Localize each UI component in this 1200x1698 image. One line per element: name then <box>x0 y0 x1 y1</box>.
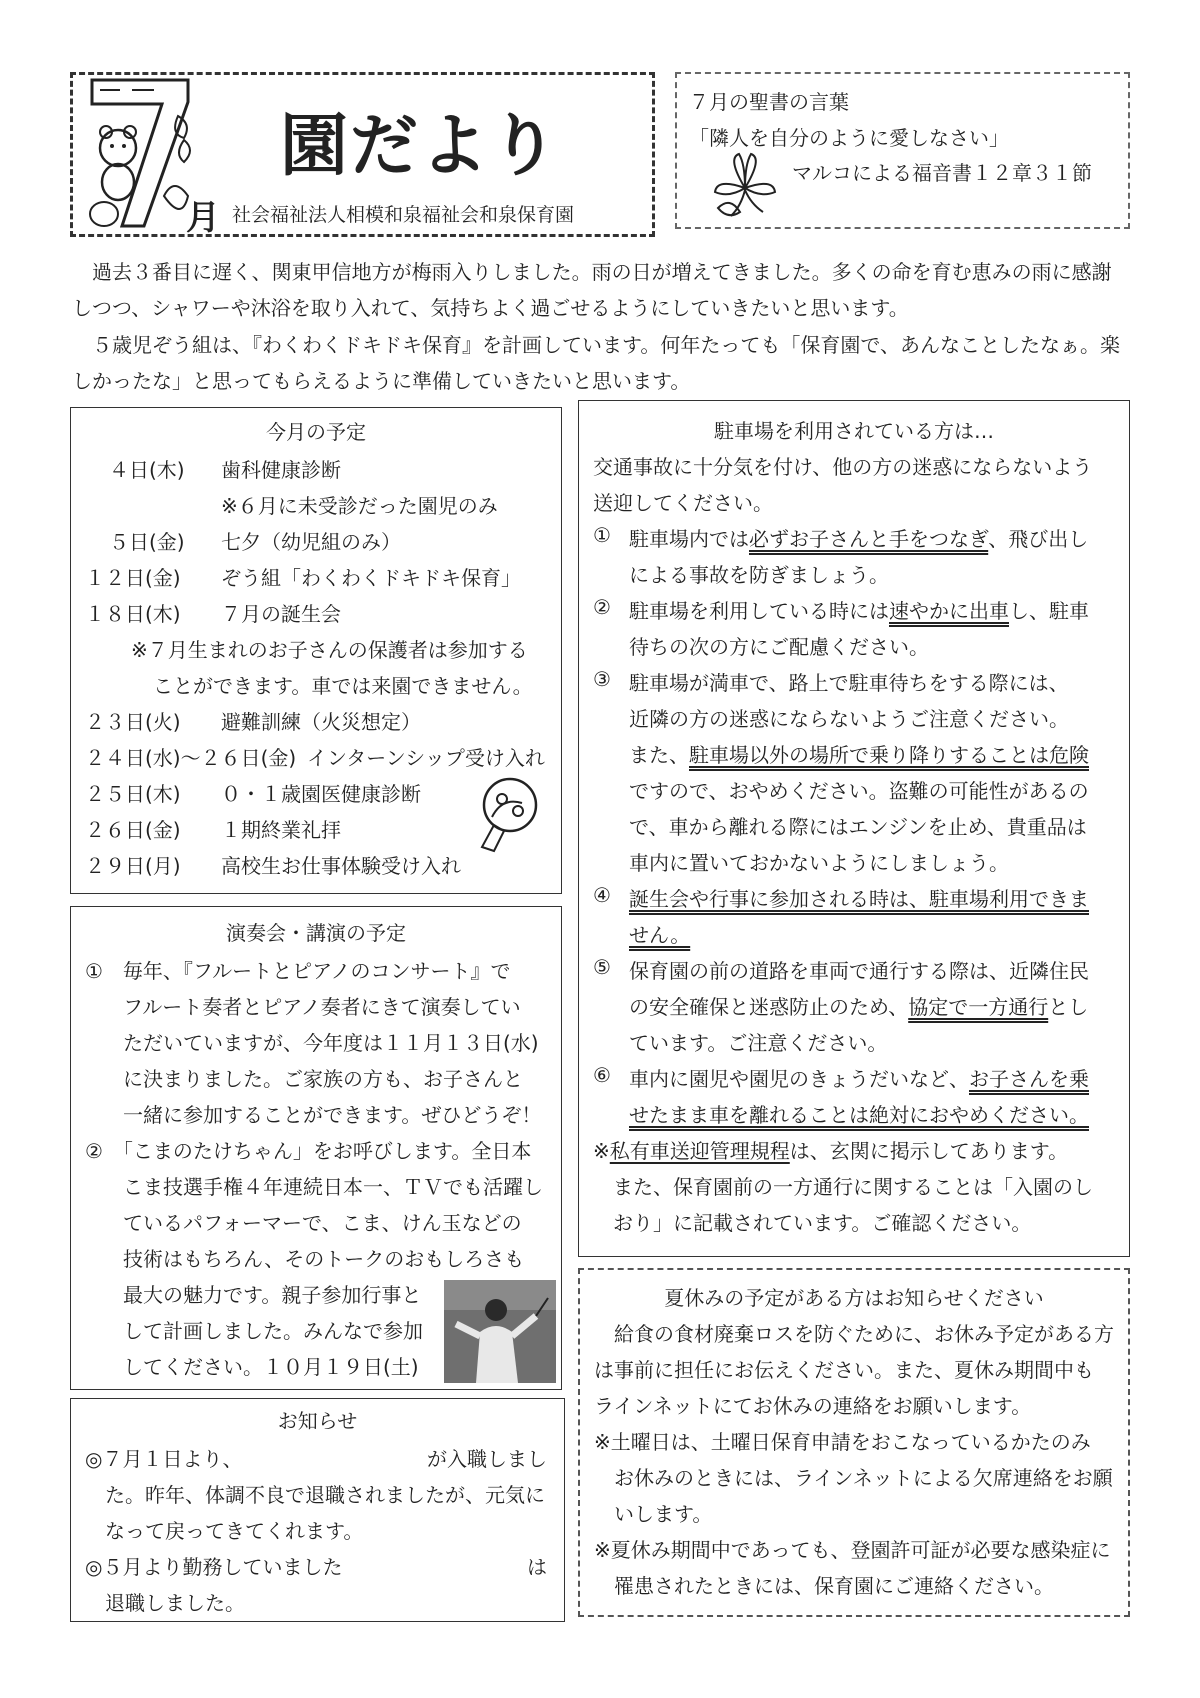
performer-silhouette-icon <box>444 1280 556 1383</box>
schedule-event: 七夕（幼児組のみ） <box>221 530 401 554</box>
parking-item-number: ④ <box>593 883 611 907</box>
parking-text: せん。 <box>629 923 691 947</box>
parking-text: せたまま車を離れることは絶対におやめください。 <box>629 1103 1089 1127</box>
parking-text: 車内に園児や園児のきょうだいなど、お子さんを乗 <box>629 1067 1089 1091</box>
parking-text: 待ちの次の方にご配慮ください。 <box>629 635 929 659</box>
performer-photo <box>444 1280 556 1383</box>
schedule-event: 歯科健康診断 <box>221 458 341 482</box>
verse-quote: 「隣人を自分のように愛しなさい」 <box>689 126 1009 150</box>
concert-line: に決まりました。ご家族の方も、お子さんと <box>123 1067 523 1091</box>
concert-line: ① 毎年、『フルートとピアノのコンサート』で <box>85 959 511 983</box>
schedule-date: １２日(金) <box>85 566 181 590</box>
notice-box <box>70 1398 565 1622</box>
schedule-event: １期終業礼拝 <box>221 818 341 842</box>
concert-title: 演奏会・講演の予定 <box>226 921 406 945</box>
schedule-date: ２６日(金) <box>85 818 181 842</box>
summer-vacation-box <box>578 1268 1130 1617</box>
notice-text: なって戻ってきてくれます。 <box>105 1519 364 1543</box>
summer-text: いします。 <box>614 1502 713 1526</box>
schedule-note: ※７月生まれのお子さんの保護者は参加する <box>131 638 528 662</box>
summer-text: 罹患されたときには、保育園にご連絡ください。 <box>614 1574 1054 1598</box>
notice-title: お知らせ <box>277 1409 358 1433</box>
parking-item-number: ⑤ <box>593 955 611 979</box>
schedule-date: ２５日(木) <box>85 782 181 806</box>
parking-text: 車内に置いておかないようにしましょう。 <box>629 851 1009 875</box>
uchiwa-fan-icon <box>472 775 542 855</box>
newsletter-title: 園だより <box>280 107 561 186</box>
concert-line: 最大の魅力です。親子参加行事と <box>123 1283 422 1307</box>
notice-text: が入職しまし <box>427 1447 547 1471</box>
schedule-date: １８日(木) <box>85 602 181 626</box>
schedule-date: ５日(金) <box>109 530 185 554</box>
schedule-date: ２３日(火) <box>85 710 181 734</box>
summer-text: ラインネットにてお休みの連絡をお願いします。 <box>594 1394 1032 1418</box>
summer-text: 給食の食材廃棄ロスを防ぐために、お休み予定がある方 <box>614 1322 1114 1346</box>
concert-line: フルート奏者とピアノ奏者にきて演奏してい <box>123 995 521 1019</box>
summer-text: ※夏休み期間中であっても、登園許可証が必要な感染症に <box>594 1538 1111 1562</box>
parking-text: また、駐車場以外の場所で乗り降りすることは危険 <box>629 743 1089 767</box>
parking-text: ています。ご注意ください。 <box>629 1031 888 1055</box>
notice-text: た。昨年、体調不良で退職されましたが、元気に <box>105 1483 545 1507</box>
parking-title: 駐車場を利用されている方は… <box>714 419 994 443</box>
parking-text: で、車から離れる際にはエンジンを止め、貴重品は <box>629 815 1087 839</box>
parking-text: 駐車場を利用している時には速やかに出車し、駐車 <box>629 599 1089 623</box>
concert-line: して計画しました。みんなで参加 <box>123 1319 423 1343</box>
schedule-event: ０・１歳園医健康診断 <box>221 782 421 806</box>
concert-line: 技術はもちろん、そのトークのおもしろさも <box>123 1247 525 1271</box>
parking-text: 保育園の前の道路を車両で通行する際は、近隣住民 <box>629 959 1089 983</box>
schedule-date: ４日(木) <box>109 458 185 482</box>
parking-text: ですので、おやめください。盗難の可能性があるの <box>629 779 1089 803</box>
parking-item-number: ② <box>593 595 611 619</box>
notice-text: は <box>527 1555 547 1579</box>
summer-title: 夏休みの予定がある方はお知らせください <box>664 1286 1044 1310</box>
summer-text: お休みのときには、ラインネットによる欠席連絡をお願 <box>614 1466 1113 1490</box>
notice-text: 退職しました。 <box>105 1591 245 1615</box>
verse-heading: ７月の聖書の言葉 <box>689 90 849 114</box>
notice-text: ◎７月１日より、 <box>85 1447 243 1471</box>
summer-text: は事前に担任にお伝えください。また、夏休み期間中も <box>594 1358 1094 1382</box>
parking-text: 駐車場内では必ずお子さんと手をつなぎ、飛び出し <box>629 527 1089 551</box>
schedule-event: ぞう組「わくわくドキドキ保育」 <box>221 566 521 590</box>
parking-note: ※私有車送迎管理規程は、玄関に掲示してあります。 <box>593 1139 1069 1163</box>
summer-text: ※土曜日は、土曜日保育申請をおこなっているかたのみ <box>594 1430 1091 1454</box>
parking-note: おり」に記載されています。ご確認ください。 <box>613 1211 1032 1235</box>
concert-line: ② 「こまのたけちゃん」をお呼びします。全日本 <box>85 1139 532 1163</box>
parking-text: 送迎してください。 <box>593 491 773 515</box>
schedule-event: インターンシップ受け入れ <box>307 746 545 770</box>
parking-item-number: ③ <box>593 667 611 691</box>
schedule-event: ７月の誕生会 <box>221 602 341 626</box>
parking-text: による事故を防ぎましょう。 <box>629 563 889 587</box>
parking-text: の安全確保と迷惑防止のため、協定で一方通行とし <box>629 995 1089 1019</box>
parking-item-number: ⑥ <box>593 1063 611 1087</box>
intro-paragraph-1: 過去３番目に遅く、関東甲信地方が梅雨入りしました。雨の日が増えてきました。多くの命を育む恵みの雨に感謝 しつつ、シャワーや沐浴を取り入れて、気持ちよく過ごせるようにしていきたいと思います。 <box>72 260 1112 320</box>
parking-text: 駐車場が満車で、路上で駐車待ちをする際には、 <box>629 671 1069 695</box>
seven-illustration-icon <box>84 76 194 236</box>
schedule-date: ２４日(水)～２６日(金) <box>85 746 297 770</box>
parking-text: 誕生会や行事に参加される時は、駐車場利用できま <box>629 887 1089 911</box>
concert-line: してください。１０月１９日(土) <box>123 1355 419 1379</box>
parking-item-number: ① <box>593 523 611 547</box>
schedule-date: ２９日(月) <box>85 854 181 878</box>
parking-text: 近隣の方の迷惑にならないようご注意ください。 <box>629 707 1069 731</box>
notice-text: ◎５月より勤務していました <box>85 1555 343 1579</box>
schedule-note: ことができます。車では来園できません。 <box>153 674 533 698</box>
schedule-note: ※６月に未受診だった園児のみ <box>221 494 498 518</box>
parking-text: 交通事故に十分気を付け、他の方の迷惑にならないよう <box>593 455 1093 479</box>
parking-notice-box <box>578 400 1130 1257</box>
concert-line: 一緒に参加することができます。ぜひどうぞ！ <box>123 1103 542 1127</box>
schedule-title: 今月の予定 <box>266 420 366 444</box>
concert-line: ているパフォーマーで、こま、けん玉などの <box>123 1211 522 1235</box>
month-label: 月 <box>186 198 220 238</box>
schedule-event: 高校生お仕事体験受け入れ <box>221 854 461 878</box>
lily-flower-icon <box>710 150 780 220</box>
intro-paragraph-2: ５歳児ぞう組は、『わくわくドキドキ保育』を計画しています。何年たっても「保育園で、あんなことしたなぁ。楽 しかったな」と思ってもらえるように準備していきたいと思います。 <box>72 333 1120 393</box>
parking-note: また、保育園前の一方通行に関することは「入園のし <box>613 1175 1093 1199</box>
concert-line: ただいていますが、今年度は１１月１３日(水) <box>123 1031 539 1055</box>
schedule-event: 避難訓練（火災想定） <box>221 710 421 734</box>
organization-name: 社会福祉法人相模和泉福祉会和泉保育園 <box>232 204 575 226</box>
verse-source: マルコによる福音書１２章３１節 <box>792 161 1092 185</box>
concert-line: こま技選手権４年連続日本一、ＴＶでも活躍し <box>123 1175 543 1199</box>
